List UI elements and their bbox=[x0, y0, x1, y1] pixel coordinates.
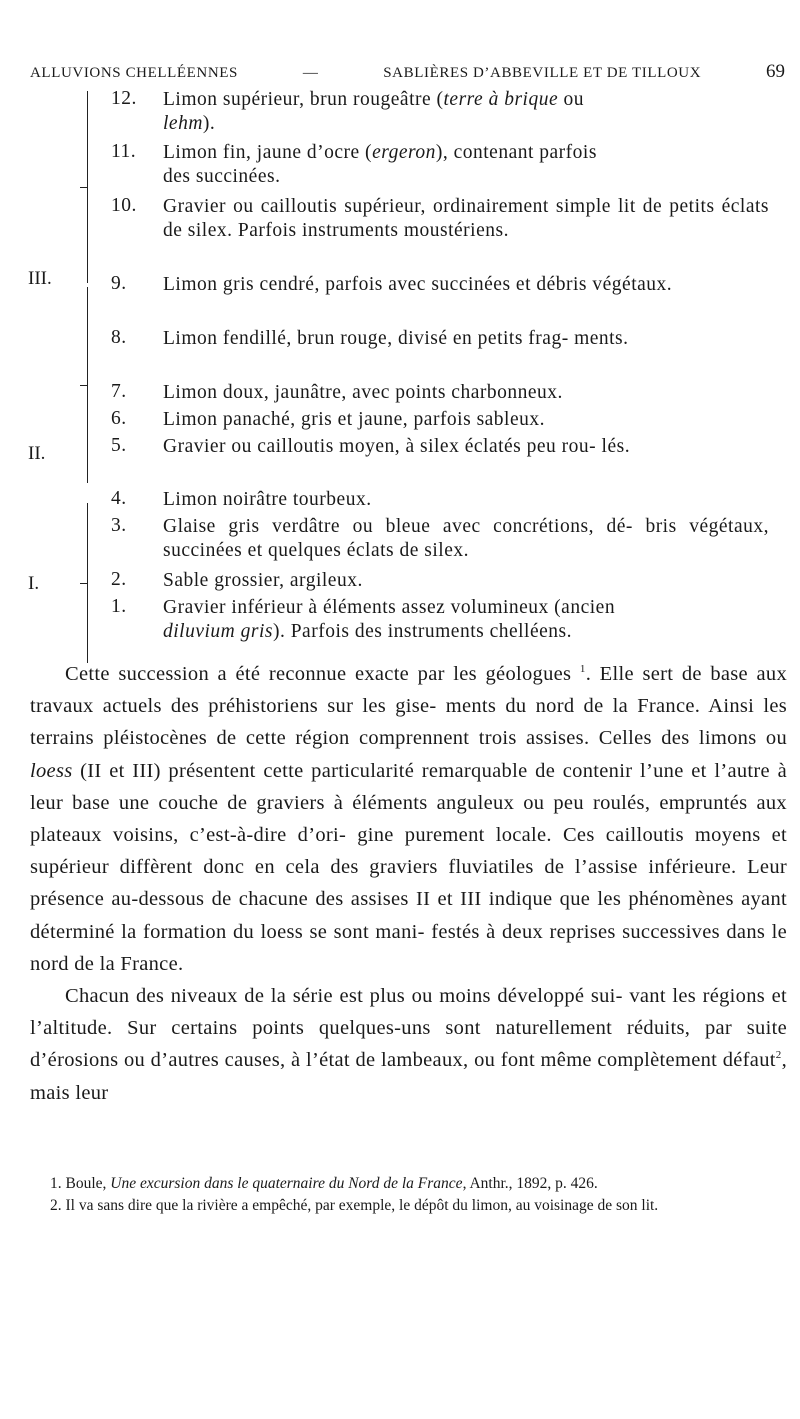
header-left: ALLUVIONS CHELLÉENNES bbox=[30, 65, 238, 81]
footnote-2: 2. Il va sans dire que la rivière a empêché, par exemple, le dépôt du limon, au voisinage de son lit. bbox=[50, 1197, 659, 1214]
header-center: SABLIÈRES D’ABBEVILLE ET DE TILLOUX bbox=[383, 65, 702, 81]
layer-number: 6. bbox=[111, 408, 127, 429]
layer-text: Limon fendillé, brun rouge, divisé en petits frag- ments. bbox=[163, 328, 629, 349]
layer-number: 1. bbox=[111, 596, 127, 617]
group-label-iii: III. bbox=[28, 268, 52, 289]
paragraph-2: Chacun des niveaux de la série est plus ou moins développé sui- vant les régions et l’altitude. Sur certains points quelques-uns sont naturellement réduits, par suite d’érosions ou d’autres causes, à l’état de lambeaux, ou font même complètement défaut$^2$, mais leur bbox=[30, 985, 787, 1104]
group-label-i: I. bbox=[28, 573, 40, 594]
page-number: 69 bbox=[765, 61, 785, 82]
layer-number: 5. bbox=[111, 435, 127, 456]
layer-text: Limon fin, jaune d’ocre (ergeron), contenant parfois des succinées. bbox=[163, 142, 597, 187]
header-dash: — bbox=[302, 65, 319, 81]
brace-ii bbox=[87, 287, 100, 483]
layer-text: Limon supérieur, brun rougeâtre (terre à brique ou lehm). bbox=[163, 89, 584, 134]
layer-text: Gravier inférieur à éléments assez volumineux (ancien diluvium gris). Parfois des instruments chelléens. bbox=[163, 597, 616, 642]
layer-number: 10. bbox=[111, 195, 137, 216]
body-text bbox=[30, 658, 787, 1109]
layer-text: Gravier ou cailloutis supérieur, ordinairement simple lit de petits éclats de silex. Parfois instruments moustériens. bbox=[163, 196, 769, 241]
running-header bbox=[30, 61, 785, 83]
layer-text: Limon noirâtre tourbeux. bbox=[163, 489, 372, 510]
footnote-ref-2: 2 bbox=[775, 1049, 782, 1062]
brace-i bbox=[87, 503, 100, 663]
footnote-1: 1. Boule, Une excursion dans le quaternaire du Nord de la France, Anthr., 1892, p. 426. bbox=[50, 1175, 598, 1192]
layer-text: Glaise gris verdâtre ou bleue avec concrétions, dé- bris végétaux, succinées et quelques éclats de silex. bbox=[163, 516, 769, 561]
layer-number: 4. bbox=[111, 488, 127, 509]
layer-number: 11. bbox=[111, 141, 137, 162]
layer-number: 12. bbox=[111, 88, 137, 109]
layer-number: 3. bbox=[111, 515, 127, 536]
brace-iii bbox=[87, 91, 100, 283]
layer-text: Limon gris cendré, parfois avec succinées et débris végétaux. bbox=[163, 274, 673, 295]
group-label-ii: II. bbox=[28, 443, 46, 464]
footnote-ref-1: 1 bbox=[579, 663, 586, 676]
layer-number: 8. bbox=[111, 327, 127, 348]
layer-number: 9. bbox=[111, 273, 127, 294]
layer-text: Gravier ou cailloutis moyen, à silex éclatés peu rou- lés. bbox=[163, 436, 631, 457]
layer-text: Limon doux, jaunâtre, avec points charbonneux. bbox=[163, 382, 563, 403]
layer-number: 2. bbox=[111, 569, 127, 590]
layer-number: 7. bbox=[111, 381, 127, 402]
layer-text: Limon panaché, gris et jaune, parfois sableux. bbox=[163, 409, 546, 430]
paragraph-1: Cette succession a été reconnue exacte par les géologues $^1$. Elle sert de base aux travaux actuels des préhistoriens sur les gise- ments du nord de la France. Ainsi les terrains pléistocènes de cette région comprennent trois assises. Celles des limons ou loess (II et III) présentent cette particularité remarquable de contenir l’une et l’autre à leur base une couche de graviers à éléments anguleux ou peu roulés, empruntés aux plateaux voisins, c’est-à-dire d’ori- gine purement locale. Ces cailloutis moyens et supérieur diffèrent donc en cela des graviers fluviatiles de l’assise inférieure. Leur présence au-dessous de chacune des assises II et III indique que les phénomènes ayant déterminé la formation du loess se sont mani- festés à deux reprises successives dans le nord de la France. bbox=[30, 663, 788, 975]
layer-text: Sable grossier, argileux. bbox=[163, 570, 363, 591]
footnotes bbox=[30, 1174, 787, 1218]
